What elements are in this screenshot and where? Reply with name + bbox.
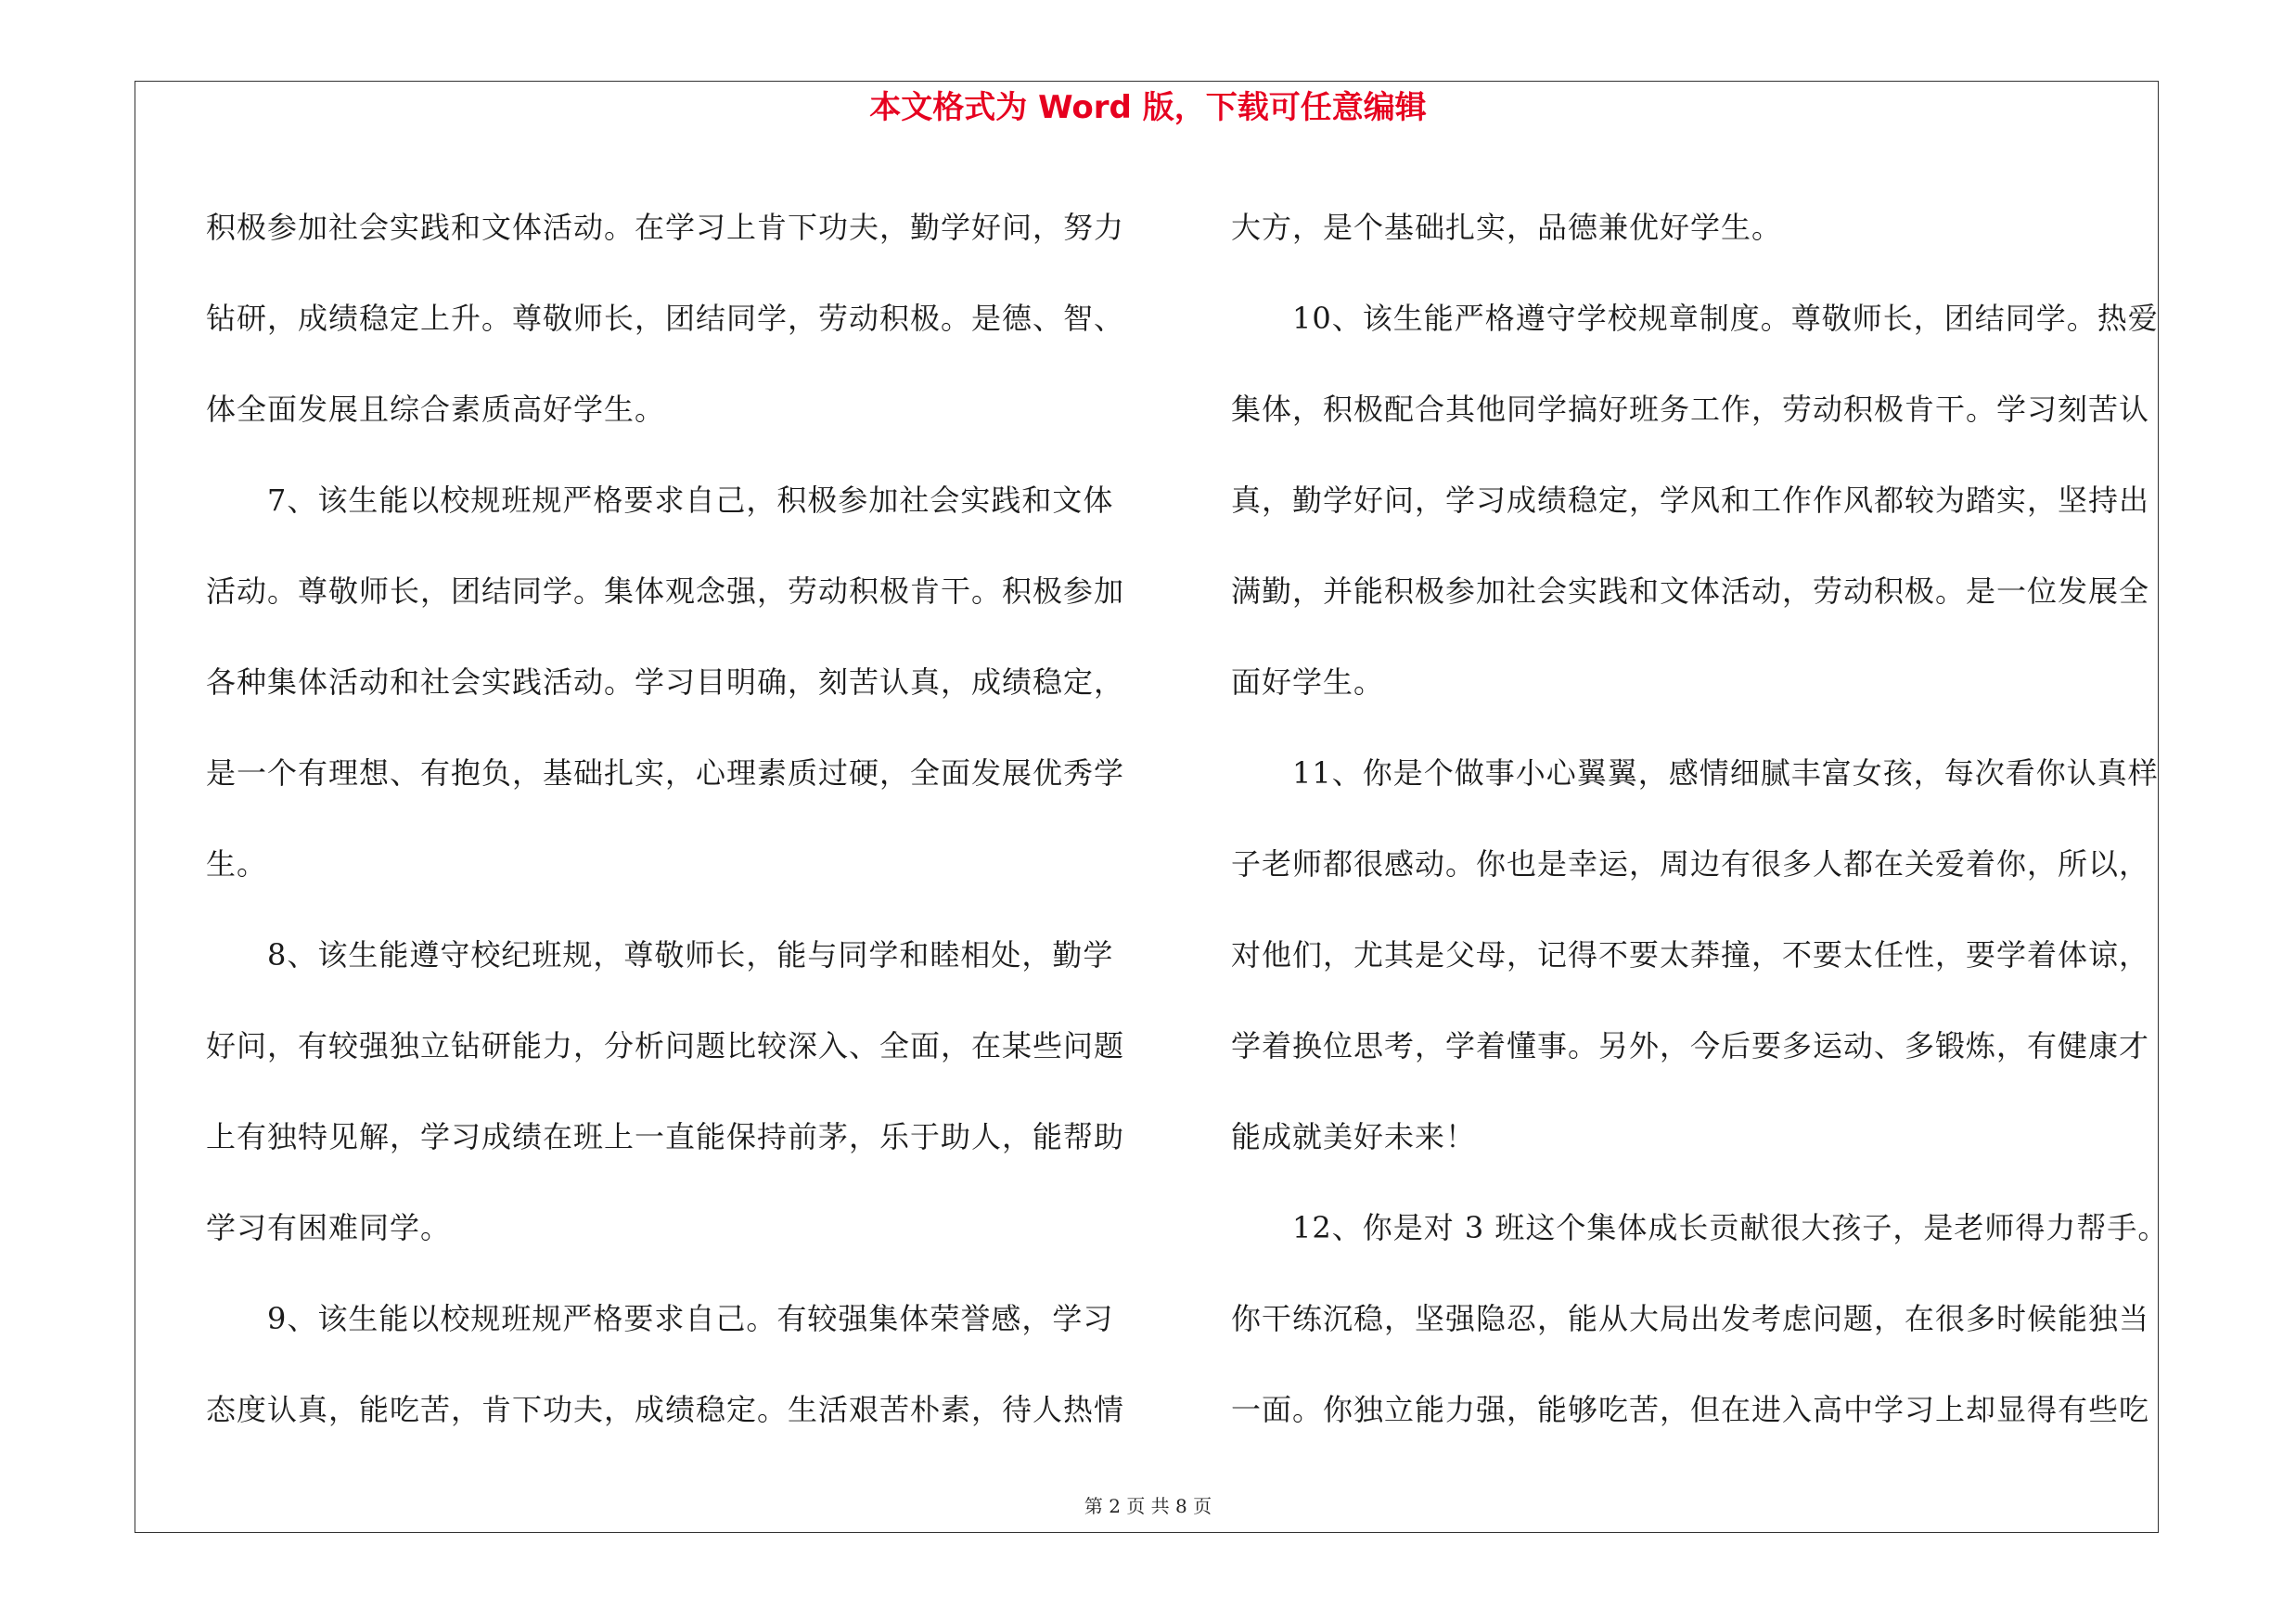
text-line: 钻研，成绩稳定上升。尊敬师长，团结同学，劳动积极。是德、智、 (206, 301, 1125, 336)
text-line: 一面。你独立能力强，能够吃苦，但在进入高中学习上却显得有些吃 (1231, 1392, 2150, 1427)
text-line: 10、该生能严格遵守学校规章制度。尊敬师长，团结同学。热爱 (1231, 301, 2159, 336)
text-line: 各种集体活动和社会实践活动。学习目明确，刻苦认真，成绩稳定， (206, 664, 1125, 700)
page-indicator: 第 2 页 共 8 页 (1084, 1495, 1212, 1517)
text-line: 面好学生。 (1231, 664, 1385, 700)
text-line: 积极参加社会实践和文体活动。在学习上肯下功夫，勤学好问，努力 (206, 210, 1125, 245)
text-line: 9、该生能以校规班规严格要求自己。有较强集体荣誉感，学习 (206, 1301, 1114, 1336)
left-text-column (206, 182, 1143, 1455)
text-line: 12、你是对 3 班这个集体成长贡献很大孩子，是老师得力帮手。 (1231, 1210, 2169, 1245)
text-line: 大方，是个基础扎实，品德兼优好学生。 (1231, 210, 1783, 245)
text-line: 7、该生能以校规班规严格要求自己，积极参加社会实践和文体 (206, 483, 1114, 518)
text-line: 8、该生能遵守校纪班规，尊敬师长，能与同学和睦相处，勤学 (206, 937, 1114, 973)
text-line: 上有独特见解，学习成绩在班上一直能保持前茅，乐于助人，能帮助 (206, 1119, 1125, 1154)
text-line: 好问，有较强独立钻研能力，分析问题比较深入、全面，在某些问题 (206, 1028, 1125, 1063)
text-line: 对他们，尤其是父母，记得不要太莽撞，不要太任性，要学着体谅， (1231, 937, 2150, 973)
right-text-column (1231, 182, 2170, 1455)
text-line: 真，勤学好问，学习成绩稳定，学风和工作作风都较为踏实，坚持出 (1231, 483, 2150, 518)
text-line: 态度认真，能吃苦，肯下功夫，成绩稳定。生活艰苦朴素，待人热情 (206, 1392, 1125, 1427)
text-line: 子老师都很感动。你也是幸运，周边有很多人都在关爱着你，所以， (1231, 846, 2150, 882)
text-line: 你干练沉稳，坚强隐忍，能从大局出发考虑问题，在很多时候能独当 (1231, 1301, 2150, 1336)
text-line: 学着换位思考，学着懂事。另外，今后要多运动、多锻炼，有健康才 (1231, 1028, 2150, 1063)
text-line: 11、你是个做事小心翼翼，感情细腻丰富女孩，每次看你认真样 (1231, 755, 2159, 791)
text-line: 体全面发展且综合素质高好学生。 (206, 392, 666, 427)
text-line: 能成就美好未来！ (1231, 1119, 1477, 1154)
text-line: 活动。尊敬师长，团结同学。集体观念强，劳动积极肯干。积极参加 (206, 573, 1125, 609)
word-format-notice: 本文格式为 Word 版，下载可任意编辑 (869, 89, 1427, 126)
text-line: 集体，积极配合其他同学搞好班务工作，劳动积极肯干。学习刻苦认 (1231, 392, 2150, 427)
text-line: 满勤，并能积极参加社会实践和文体活动，劳动积极。是一位发展全 (1231, 573, 2150, 609)
text-line: 生。 (206, 846, 268, 882)
text-line: 学习有困难同学。 (206, 1210, 452, 1245)
text-line: 是一个有理想、有抱负，基础扎实，心理素质过硬，全面发展优秀学 (206, 755, 1125, 791)
